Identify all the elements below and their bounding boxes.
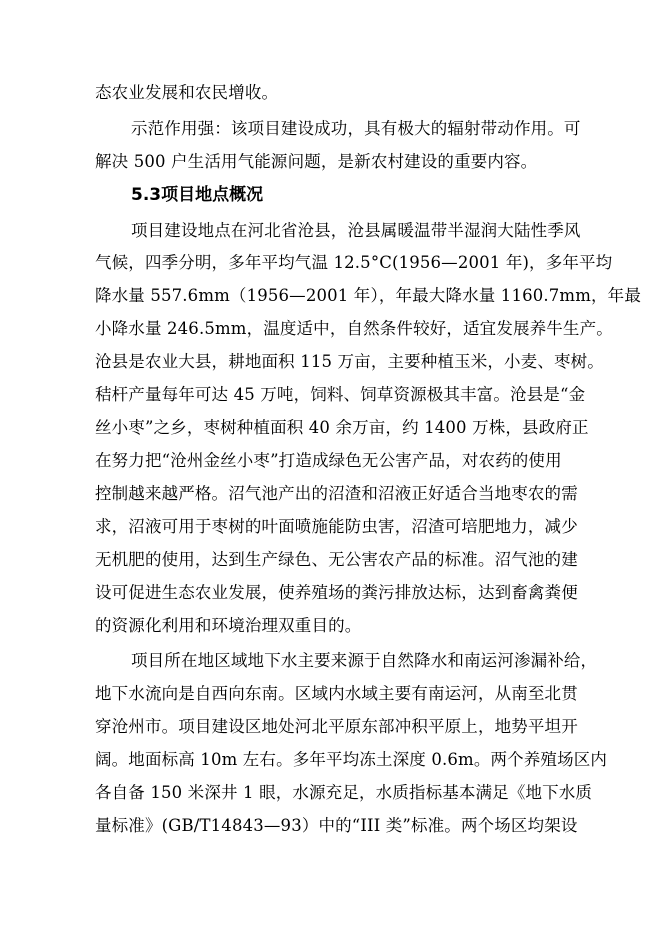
text-line: 小降水量 246.5mm，温度适中，自然条件较好，适宜发展养牛生产。 xyxy=(95,319,613,338)
text-line: 量标准》(GB/T14843—93）中的“III 类”标准。两个场区均架设 xyxy=(95,816,578,835)
text-line: 态农业发展和农民增收。 xyxy=(95,83,279,102)
text-line: 穿沧州市。项目建设区地处河北平原东部冲积平原上，地势平坦开 xyxy=(95,717,578,736)
text-line: 降水量 557.6mm（1956—2001 年），年最大降水量 1160.7mm，年最 xyxy=(95,286,641,305)
text-line: 示范作用强：该项目建设成功，具有极大的辐射带动作用。可 xyxy=(131,119,581,138)
text-line: 项目所在地区域地下水主要来源于自然降水和南运河渗漏补给， xyxy=(131,651,598,670)
text-line: 求，沼液可用于枣树的叶面喷施能防虫害，沼渣可培肥地力，减少 xyxy=(95,517,578,536)
text-line: 秸杆产量每年可达 45 万吨，饲料、饲草资源极其丰富。沧县是“金 xyxy=(95,385,586,404)
text-line: 地下水流向是自西向东南。区域内水域主要有南运河，从南至北贯 xyxy=(95,684,578,703)
text-line: 各自备 150 米深井 1 眼，水源充足，水质指标基本满足《地下水质 xyxy=(95,783,593,802)
text-line: 项目建设地点在河北省沧县，沧县属暖温带半湿润大陆性季风 xyxy=(131,221,581,240)
text-line: 解决 500 户生活用气能源问题，是新农村建设的重要内容。 xyxy=(95,152,538,171)
text-line: 的资源化利用和环境治理双重目的。 xyxy=(95,616,362,635)
text-line: 气候，四季分明，多年平均气温 12.5°C(1956—2001 年)，多年平均 xyxy=(95,253,613,272)
text-line: 丝小枣”之乡，枣树种植面积 40 余万亩，约 1400 万株，县政府正 xyxy=(95,418,589,437)
text-line: 沧县是农业大县，耕地面积 115 万亩，主要种植玉米，小麦、枣树。 xyxy=(95,352,604,371)
text-line: 无机肥的使用，达到生产绿色、无公害农产品的标准。沼气池的建 xyxy=(95,550,578,569)
text-line: 控制越来越严格。沼气池产出的沼渣和沼液正好适合当地枣农的需 xyxy=(95,484,578,503)
text-line: 在努力把“沧州金丝小枣”打造成绿色无公害产品，对农药的使用 xyxy=(95,451,562,470)
section-heading: 5.3项目地点概况 xyxy=(131,185,264,205)
text-line: 设可促进生态农业发展，使养殖场的粪污排放达标，达到畜禽粪便 xyxy=(95,583,578,602)
text-line: 阔。地面标高 10m 左右。多年平均冻土深度 0.6m。两个养殖场区内 xyxy=(95,750,608,769)
